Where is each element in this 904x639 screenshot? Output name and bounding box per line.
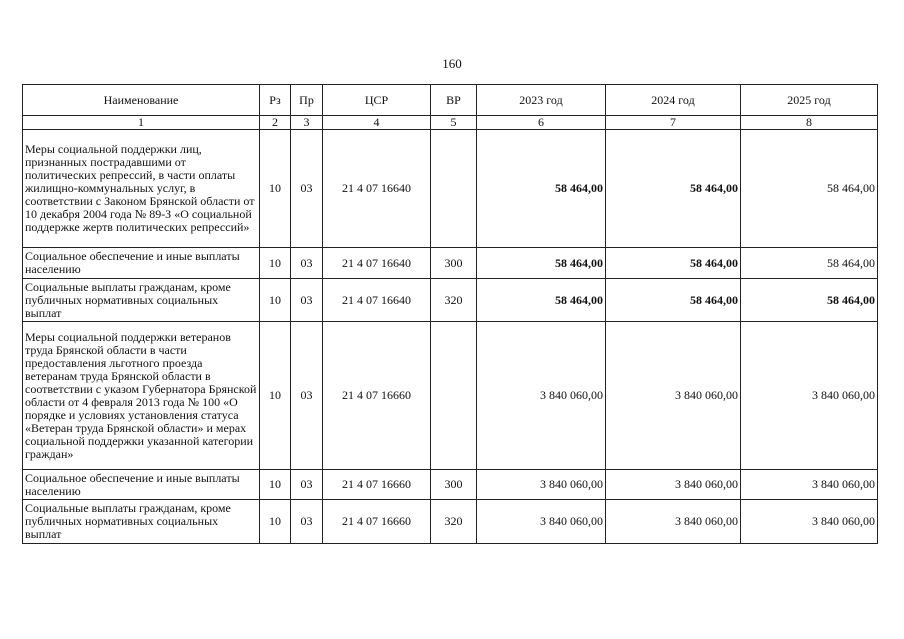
column-number: 4 [323,116,431,130]
header-rz: Рз [260,85,291,116]
row-rz: 10 [260,248,291,279]
row-name: Социальное обеспечение и иные выплаты населению [23,248,260,279]
row-name: Социальные выплаты гражданам, кроме публичных нормативных социальных выплат [23,500,260,544]
row-2024: 3 840 060,00 [606,470,741,500]
row-pr: 03 [291,248,323,279]
header-name: Наименование [23,85,260,116]
row-vr [431,130,477,248]
row-vr: 300 [431,470,477,500]
row-rz: 10 [260,279,291,322]
table-row [23,279,878,322]
row-2025: 58 464,00 [741,279,878,322]
header-row [23,85,878,116]
row-2023: 3 840 060,00 [477,470,606,500]
row-2025: 3 840 060,00 [741,500,878,544]
budget-table [22,84,878,544]
row-2024: 58 464,00 [606,248,741,279]
column-number: 6 [477,116,606,130]
row-2023: 58 464,00 [477,279,606,322]
row-2025: 3 840 060,00 [741,470,878,500]
row-csr: 21 4 07 16660 [323,322,431,470]
row-2023: 58 464,00 [477,130,606,248]
row-2025: 58 464,00 [741,130,878,248]
row-rz: 10 [260,130,291,248]
row-pr: 03 [291,322,323,470]
header-pr: Пр [291,85,323,116]
row-2025: 3 840 060,00 [741,322,878,470]
row-name: Меры социальной поддержки лиц, признанных пострадавшими от политических репрессий, в части оплаты жилищно-коммунальных услуг, в соответствии с Законом Брянской области от 10 декабря 2004 года № 89-З «О социальной поддержке жертв политических репрессий» [23,130,260,248]
row-vr: 320 [431,500,477,544]
table-row [23,322,878,470]
row-2024: 58 464,00 [606,279,741,322]
page-number: 160 [442,56,462,71]
column-number: 7 [606,116,741,130]
header-2025: 2025 год [741,85,878,116]
row-name: Социальное обеспечение и иные выплаты населению [23,470,260,500]
row-pr: 03 [291,470,323,500]
row-name: Меры социальной поддержки ветеранов труда Брянской области в части предоставления льготного проезда ветеранам труда Брянской области в соответствии с указом Губернатора Брянской области от 4 февраля 2013 года № 100 «О порядке и условиях установления статуса «Ветеран труда Брянской области» и мерах социальной поддержки указанной категории граждан» [23,322,260,470]
column-number: 3 [291,116,323,130]
row-csr: 21 4 07 16640 [323,130,431,248]
row-vr: 320 [431,279,477,322]
column-number: 5 [431,116,477,130]
column-number-row [23,116,878,130]
row-name: Социальные выплаты гражданам, кроме публичных нормативных социальных выплат [23,279,260,322]
row-vr [431,322,477,470]
row-2023: 3 840 060,00 [477,322,606,470]
header-2023: 2023 год [477,85,606,116]
header-csr: ЦСР [323,85,431,116]
column-number: 1 [23,116,260,130]
table-row [23,248,878,279]
row-csr: 21 4 07 16640 [323,248,431,279]
column-number: 8 [741,116,878,130]
row-pr: 03 [291,130,323,248]
row-csr: 21 4 07 16640 [323,279,431,322]
table-row [23,130,878,248]
row-pr: 03 [291,279,323,322]
header-vr: ВР [431,85,477,116]
row-rz: 10 [260,322,291,470]
table-row [23,500,878,544]
row-2024: 58 464,00 [606,130,741,248]
header-2024: 2024 год [606,85,741,116]
row-csr: 21 4 07 16660 [323,470,431,500]
row-rz: 10 [260,500,291,544]
row-2023: 3 840 060,00 [477,500,606,544]
row-2024: 3 840 060,00 [606,500,741,544]
column-number: 2 [260,116,291,130]
table-row [23,470,878,500]
row-csr: 21 4 07 16660 [323,500,431,544]
row-2025: 58 464,00 [741,248,878,279]
row-rz: 10 [260,470,291,500]
row-vr: 300 [431,248,477,279]
row-2024: 3 840 060,00 [606,322,741,470]
row-2023: 58 464,00 [477,248,606,279]
row-pr: 03 [291,500,323,544]
